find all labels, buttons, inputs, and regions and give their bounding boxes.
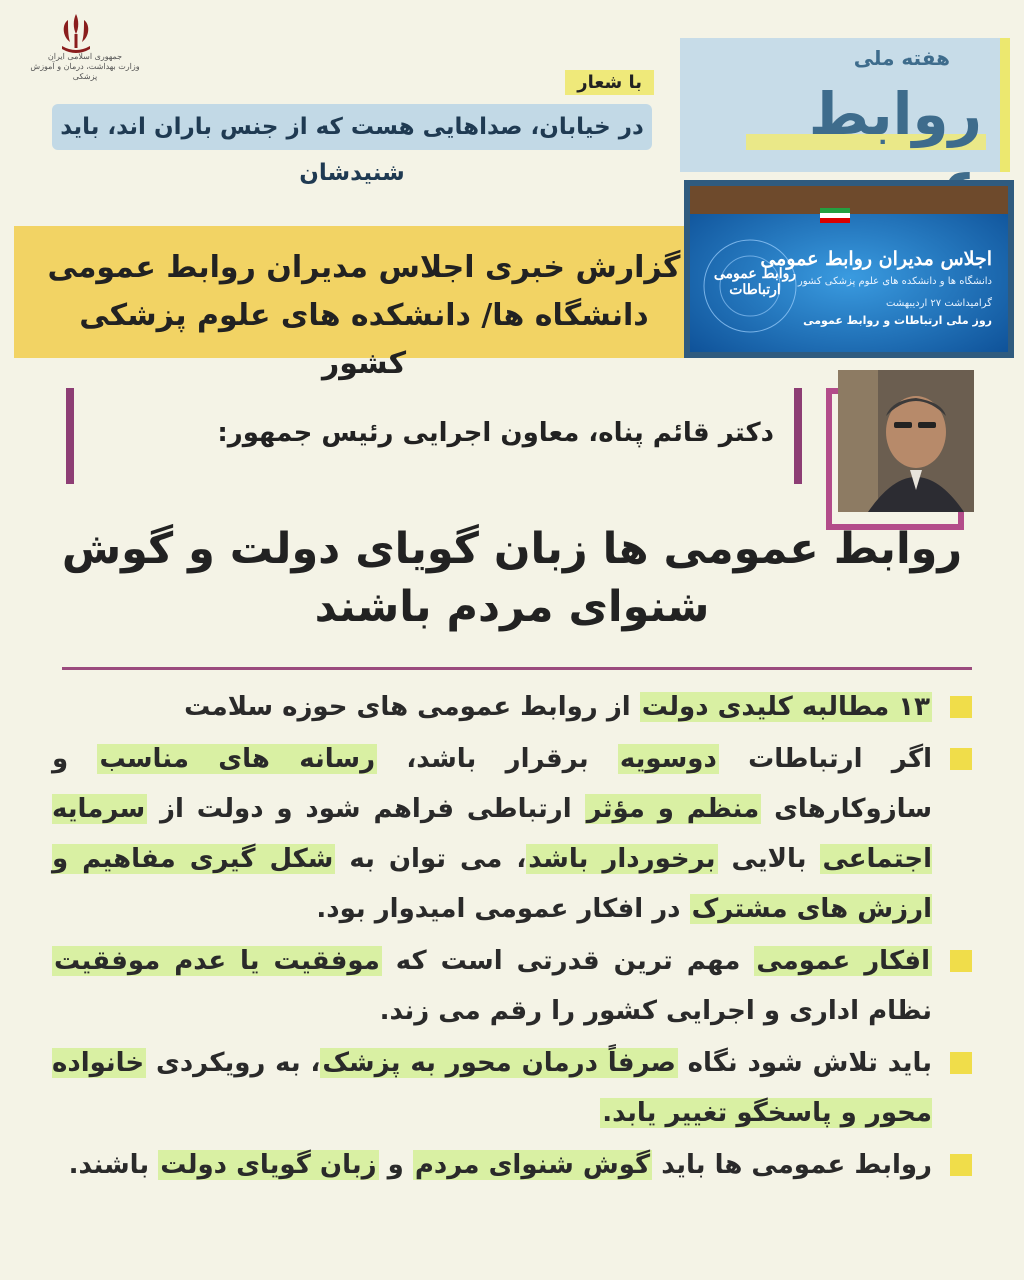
headline-line-2: شنوای مردم باشند [314,582,710,632]
bullet-text: روابط عمومی ها باید [652,1150,932,1180]
bullet-item [52,682,972,732]
bullet-item [52,1038,972,1138]
bullet-text: باشند. [68,1150,159,1180]
report-line-1: گزارش خبری اجلاس مدیران روابط عمومی [47,250,681,285]
bullet-text: اگر ارتباطات [718,744,932,774]
bullet-text: از روابط عمومی های حوزه سلامت [184,692,640,722]
bullet-square-icon [950,748,972,770]
highlighted-text: منظم و مؤثر [586,794,760,824]
highlighted-text: خانواده محور و پاسخگو تغییر یابد. [52,1048,932,1128]
bullet-item [52,1140,972,1190]
highlighted-text: گوش شنوای مردم [414,1150,651,1180]
headline-line-1: روابط عمومی ها زبان گویای دولت و گوش [61,524,963,574]
report-line-2: دانشگاه ها/ دانشکده های علوم پزشکی کشور [79,298,649,381]
highlighted-text: سرمایه اجتماعی [52,794,932,874]
bullet-square-icon [950,1154,972,1176]
highlighted-text: ۱۳ مطالبه کلیدی دولت [641,692,930,722]
banner-headline: اجلاس مدیران روابط عمومی [760,248,992,270]
bullet-text: ، می توان به [335,844,527,874]
quote-speaker: دکتر قائم پناه، معاون اجرایی رئیس جمهور: [217,418,774,448]
bullet-item [52,734,972,934]
banner-logo-text: روابط عمومی ارتباطات [713,266,797,298]
bullet-text: بالایی [717,844,821,874]
highlighted-text: رسانه های مناسب [99,744,376,774]
section-divider [62,667,972,670]
highlighted-text: دوسویه [619,744,717,774]
title-accent-bar [1000,38,1010,172]
quote-headline [60,520,964,636]
bullet-text: ، به رویکردی [146,1048,321,1078]
bullet-square-icon [950,696,972,718]
bullet-text: ارتباطی فراهم شود و دولت از [147,794,585,824]
event-banner-photo [684,180,1014,358]
highlighted-text: صرفاً درمان محور به پزشک [322,1048,676,1078]
bullet-text: برقرار باشد، [377,744,618,774]
highlighted-text: افکار عمومی [756,946,930,976]
highlighted-text: موفقیت یا عدم موفقیت [54,946,380,976]
slogan: در خیابان، صداهایی هست که از جنس باران اند، باید شنیدشان [52,104,652,150]
banner-occasion: روز ملی ارتباطات و روابط عمومی [803,314,992,327]
bullet-square-icon [950,1052,972,1074]
report-banner [14,226,714,381]
bullet-square-icon [950,950,972,972]
banner-subline: دانشگاه ها و دانشکده های علوم پزشکی کشور [797,276,992,287]
bullet-text: باید تلاش شود نگاه [677,1048,933,1078]
bullet-text: مهم ترین قدرتی است که [381,946,755,976]
ministry-line-2: وزارت بهداشت، درمان و آموزش پزشکی [30,62,140,81]
title-card [680,38,1010,172]
quote-bar-left [66,388,74,484]
bullet-text: و سازوکارهای [52,744,933,824]
ministry-line-1: جمهوری اسلامی ایران [47,52,123,61]
bullet-item [52,936,972,1036]
title-small: هفته ملی [853,46,950,70]
slogan-label: با شعار [565,70,654,95]
title-big: روابط [808,80,982,148]
bullet-text: در افکار عمومی امیدوار بود. [316,894,690,924]
bullet-list [52,682,972,1192]
highlighted-text: شکل گیری مفاهیم و ارزش های مشترک [52,844,932,924]
highlighted-text: برخوردار باشد [528,844,716,874]
bullet-text: نظام اداری و اجرایی کشور را رقم می زند. [379,996,932,1026]
bullet-text: و [378,1150,413,1180]
ministry-name [20,52,150,82]
speaker-portrait [838,370,974,512]
banner-date: گرامیداشت ۲۷ اردیبهشت [886,298,992,309]
highlighted-text: زبان گویای دولت [160,1150,377,1180]
quote-bar-right [794,388,802,484]
